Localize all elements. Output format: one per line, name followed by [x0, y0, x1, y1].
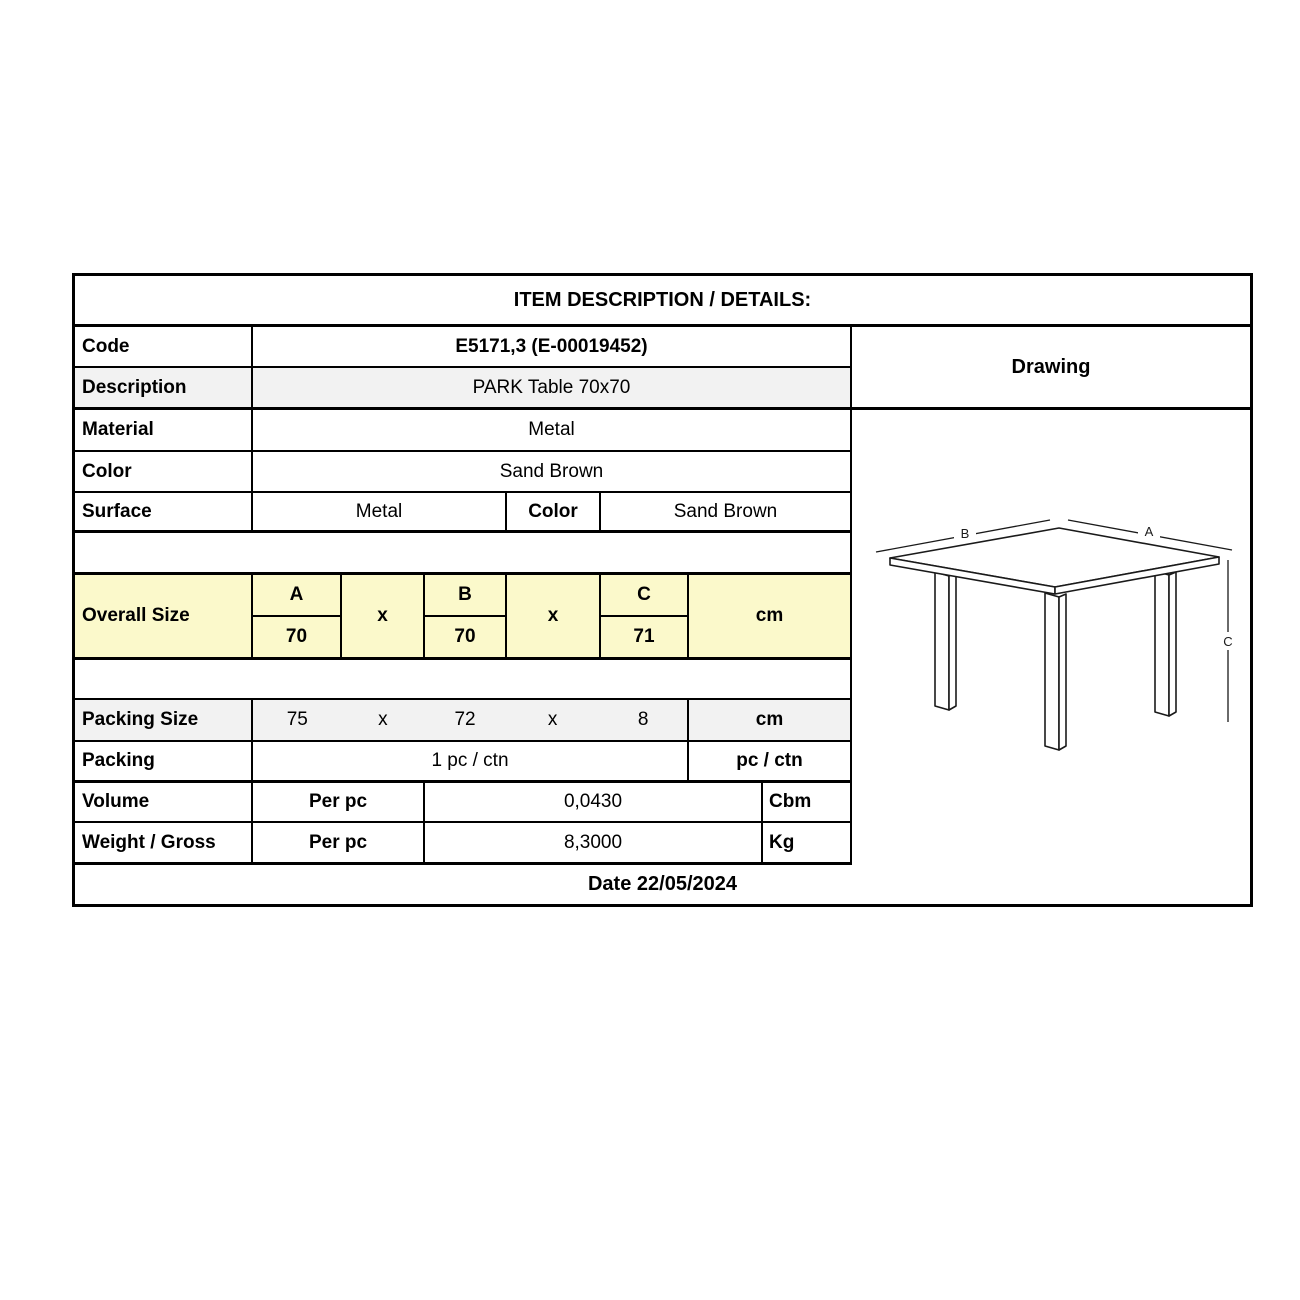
description-row — [75, 368, 852, 410]
left-leg-side — [949, 573, 956, 710]
sheet-title: ITEM DESCRIPTION / DETAILS: — [513, 288, 812, 311]
spec-sheet — [72, 273, 1253, 907]
overall-size-row — [75, 575, 852, 660]
drawing-header-cell — [850, 327, 1250, 410]
code-row — [75, 327, 852, 368]
dim-c-letter: C — [601, 575, 687, 617]
left-leg — [935, 572, 949, 710]
dim-c-value: 71 — [633, 626, 655, 647]
material-value: Metal — [253, 410, 852, 450]
drawing-dim-b-label: B — [960, 526, 970, 541]
spacer-row-2 — [75, 660, 852, 700]
date-row — [75, 865, 1250, 904]
weight-label: Weight / Gross — [75, 823, 253, 862]
drawing-dim-c-label: C — [1223, 634, 1233, 649]
overall-size-sep-1: x — [342, 575, 425, 657]
drawing-cell — [850, 410, 1250, 865]
volume-row — [75, 783, 852, 823]
packing-size-v2: 72 — [454, 709, 476, 730]
packing-unit: pc / ctn — [689, 742, 852, 780]
drawing-title: Drawing — [1011, 355, 1091, 378]
volume-value: 0,0430 — [425, 783, 763, 821]
material-row — [75, 410, 852, 452]
color-row — [75, 452, 852, 493]
packing-size-values — [253, 700, 689, 740]
volume-label: Volume — [75, 783, 253, 821]
dim-b-letter: B — [425, 575, 505, 617]
spacer-cell — [75, 533, 852, 572]
color-label: Color — [75, 452, 253, 491]
surface-label: Surface — [75, 493, 253, 530]
overall-size-unit: cm — [689, 575, 852, 657]
title-row — [75, 276, 1250, 327]
packing-label: Packing — [75, 742, 253, 780]
overall-size-label: Overall Size — [75, 575, 253, 657]
surface-color-label: Color — [507, 493, 601, 530]
right-leg-side — [1169, 572, 1176, 716]
volume-per: Per pc — [253, 783, 425, 821]
date-value: Date 22/05/2024 — [587, 873, 737, 895]
right-leg — [1155, 571, 1169, 716]
dim-a-value: 70 — [285, 626, 308, 647]
weight-per: Per pc — [253, 823, 425, 862]
overall-size-dim-b — [425, 575, 507, 657]
code-value: E5171,3 (E-00019452) — [253, 327, 852, 366]
overall-size-dim-a — [253, 575, 342, 657]
material-label: Material — [75, 410, 253, 450]
packing-size-sep-2: x — [547, 709, 558, 730]
packing-size-sep-1: x — [378, 709, 388, 730]
center-leg — [1045, 593, 1059, 750]
center-leg-side — [1059, 594, 1066, 750]
weight-value: 8,3000 — [425, 823, 763, 862]
packing-value: 1 pc / ctn — [253, 742, 689, 780]
description-value: PARK Table 70x70 — [253, 368, 852, 407]
overall-size-sep-2: x — [507, 575, 601, 657]
code-label: Code — [75, 327, 253, 366]
spacer-cell — [75, 660, 852, 698]
drawing-dim-a-label: A — [1144, 524, 1154, 539]
packing-size-label: Packing Size — [75, 700, 253, 740]
dim-a-letter: A — [253, 575, 340, 617]
overall-size-dim-c — [601, 575, 689, 657]
surface-value: Metal — [253, 493, 507, 530]
table-line-drawing — [852, 410, 1250, 865]
packing-size-v3: 8 — [637, 709, 649, 730]
volume-unit: Cbm — [763, 783, 852, 821]
description-label: Description — [75, 368, 253, 407]
color-value: Sand Brown — [253, 452, 852, 491]
packing-row — [75, 742, 852, 783]
packing-size-row — [75, 700, 852, 742]
weight-row — [75, 823, 852, 865]
weight-unit: Kg — [763, 823, 852, 862]
packing-size-v1: 75 — [286, 709, 308, 730]
spacer-row-1 — [75, 533, 852, 575]
dim-b-value: 70 — [454, 626, 476, 647]
packing-size-unit: cm — [689, 700, 852, 740]
surface-row — [75, 493, 852, 533]
surface-color-value: Sand Brown — [601, 493, 852, 530]
